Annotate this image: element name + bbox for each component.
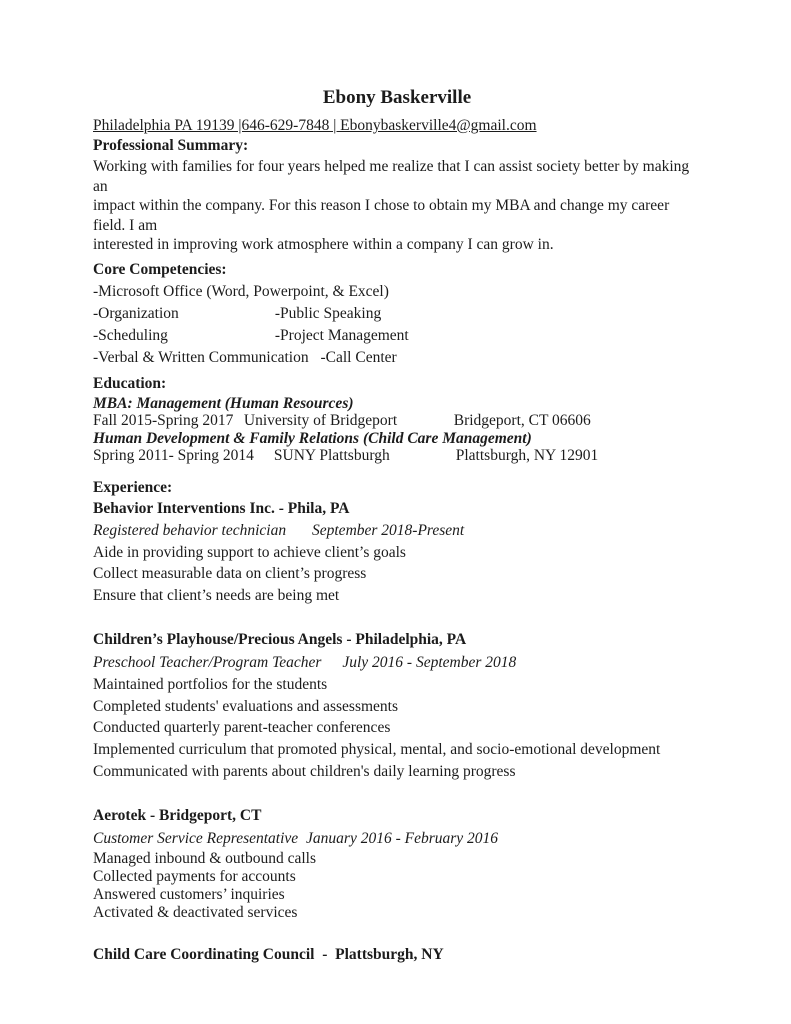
competency-row — [93, 303, 701, 325]
job-dates: July 2016 - September 2018 — [342, 653, 517, 671]
summary-line: impact within the company. For this reason I chose to obtain my MBA and change my career field. I am — [93, 197, 670, 234]
education-location: Plattsburgh, NY 12901 — [455, 447, 599, 464]
education-heading: Education: — [93, 374, 167, 392]
job-title: Registered behavior technician — [93, 521, 287, 539]
competency-row — [93, 347, 701, 369]
competency-row — [93, 325, 701, 347]
education-detail-row — [93, 412, 701, 430]
professional-summary-heading: Professional Summary: — [93, 137, 249, 154]
job-company: Children’s Playhouse/Precious Angels - Philadelphia, PA — [93, 630, 467, 648]
education-dates: Spring 2011- Spring 2014 — [93, 447, 254, 464]
education-location: Bridgeport, CT 06606 — [453, 412, 591, 429]
professional-summary-text — [93, 157, 701, 255]
job-role-line — [93, 519, 701, 542]
job-bullets — [93, 542, 701, 607]
competency-item: -Project Management — [274, 326, 409, 344]
bullet-line: Activated & deactivated services — [93, 903, 298, 921]
job-dates: September 2018-Present — [312, 521, 465, 539]
competency-item: -Microsoft Office (Word, Powerpoint, & Excel) — [93, 282, 389, 300]
page-title: Ebony Baskerville — [322, 87, 472, 108]
competency-item: -Call Center — [320, 348, 397, 366]
job-role-line — [93, 827, 701, 850]
job-bullets — [93, 850, 701, 922]
experience-heading: Experience: — [93, 478, 173, 496]
bullet-line: Answered customers’ inquiries — [93, 885, 285, 903]
education-list — [93, 395, 701, 465]
bullet-line: Aide in providing support to achieve client’s goals — [93, 543, 406, 561]
bullet-line: Conducted quarterly parent-teacher conferences — [93, 719, 391, 737]
job-bullets — [93, 674, 701, 783]
education-detail-row — [93, 447, 701, 465]
bullet-line: Maintained portfolios for the students — [93, 675, 328, 693]
competency-item: -Public Speaking — [274, 304, 382, 322]
bullet-line: Completed students' evaluations and assessments — [93, 697, 398, 715]
job-dates: January 2016 - February 2016 — [306, 829, 499, 847]
job-company: Aerotek - Bridgeport, CT — [93, 806, 262, 824]
summary-line: interested in improving work atmosphere within a company I can grow in. — [93, 236, 554, 253]
bullet-line: Managed inbound & outbound calls — [93, 849, 316, 867]
education-school: University of Bridgeport — [243, 412, 398, 429]
job-company: Child Care Coordinating Council - Plattsburgh, NY — [93, 945, 444, 963]
job-company: Behavior Interventions Inc. - Phila, PA — [93, 499, 350, 517]
job-entry — [93, 498, 701, 607]
core-competencies-heading: Core Competencies: — [93, 260, 227, 278]
job-entry — [93, 944, 701, 966]
competency-row — [93, 281, 701, 303]
bullet-line: Communicated with parents about children's daily learning progress — [93, 763, 516, 781]
bullet-line: Ensure that client’s needs are being met — [93, 587, 340, 605]
bullet-line: Collect measurable data on client’s progress — [93, 565, 367, 583]
job-role-line — [93, 651, 701, 674]
education-dates: Fall 2015-Spring 2017 — [93, 412, 234, 429]
education-degree: MBA: Management (Human Resources) — [93, 394, 354, 412]
education-school: SUNY Plattsburgh — [273, 447, 390, 464]
bullet-line: Collected payments for accounts — [93, 867, 296, 885]
job-title: Customer Service Representative — [93, 829, 299, 847]
competency-item: -Verbal & Written Communication — [93, 348, 309, 366]
bullet-line: Implemented curriculum that promoted physical, mental, and socio-emotional development — [93, 741, 661, 759]
summary-line: Working with families for four years helped me realize that I can assist society better by making an — [93, 158, 690, 195]
job-entry — [93, 629, 701, 783]
competency-item: -Scheduling — [93, 326, 168, 344]
core-competencies-list — [93, 281, 701, 369]
competency-item: -Organization — [93, 304, 179, 322]
job-entry — [93, 805, 701, 922]
education-degree: Human Development & Family Relations (Child Care Management) — [93, 429, 532, 447]
job-title: Preschool Teacher/Program Teacher — [93, 653, 322, 671]
contact-line: Philadelphia PA 19139 |646-629-7848 | Ebonybaskerville4@gmail.com — [93, 117, 537, 134]
